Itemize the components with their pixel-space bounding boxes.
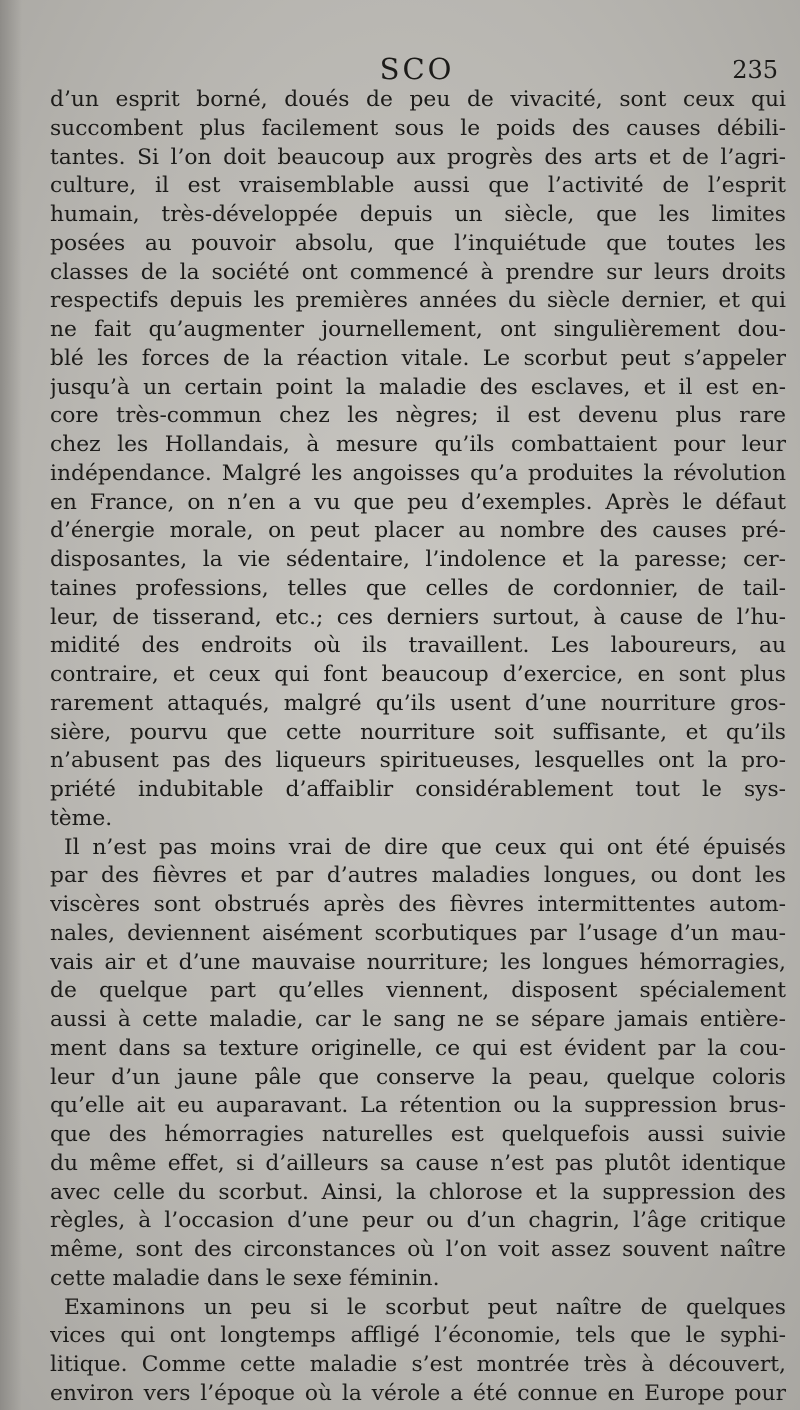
text-line: cette maladie dans le sexe féminin. xyxy=(50,1265,440,1291)
text-line: viscères sont obstrués après des fièvres intermittentes autom- xyxy=(50,892,786,917)
text-line: taines professions, telles que celles de cordonnier, de tail- xyxy=(50,575,786,601)
text-line: de quelque part qu’elles viennent, disposent spécialement xyxy=(50,978,786,1004)
text-line: d’énergie morale, on peut placer au nombre des causes pré- xyxy=(50,518,786,544)
text-line: Examinons un peu si le scorbut peut naître de quelques xyxy=(64,1294,786,1320)
text-line: avec celle du scorbut. Ainsi, la chlorose et la suppression des xyxy=(50,1179,786,1205)
text-line: vais air et d’une mauvaise nourriture; les longues hémorragies, xyxy=(50,949,786,975)
text-line: chez les Hollandais, à mesure qu’ils combattaient pour leur xyxy=(50,432,786,457)
text-line: n’abusent pas des liqueurs spiritueuses, lesquelles ont la pro- xyxy=(50,748,786,774)
text-line: par des fièvres et par d’autres maladies longues, ou dont les xyxy=(50,863,786,889)
text-line: leur d’un jaune pâle que conserve la peau, quelque coloris xyxy=(50,1064,786,1090)
text-line: d’un esprit borné, doués de peu de vivacité, sont ceux qui xyxy=(50,87,786,112)
running-head xyxy=(56,52,778,88)
text-line: vices qui ont longtemps affligé l’économie, tels que le syphi- xyxy=(50,1323,786,1349)
text-line: règles, à l’occasion d’une peur ou d’un chagrin, l’âge critique xyxy=(50,1208,786,1234)
text-line: rarement attaqués, malgré qu’ils usent d’une nourriture gros- xyxy=(50,690,786,716)
text-line: en France, on n’en a vu que peu d’exemples. Après le défaut xyxy=(50,489,786,515)
text-line: aussi à cette maladie, car le sang ne se sépare jamais entière- xyxy=(50,1007,786,1032)
text-line: contraire, et ceux qui font beaucoup d’exercice, en sont plus xyxy=(50,662,786,687)
text-line: leur, de tisserand, etc.; ces derniers surtout, à cause de l’hu- xyxy=(50,604,786,630)
text-line: environ vers l’époque où la vérole a été connue en Europe pour xyxy=(50,1380,786,1406)
text-line: qu’elle ait eu auparavant. La rétention ou la suppression brus- xyxy=(50,1093,786,1119)
text-line: nales, deviennent aisément scorbutiques par l’usage d’un mau- xyxy=(50,920,786,946)
text-line: ment dans sa texture originelle, ce qui est évident par la cou- xyxy=(50,1035,786,1061)
text-line: midité des endroits où ils travaillent. Les laboureurs, au xyxy=(50,633,786,659)
body-text xyxy=(50,86,786,1409)
paragraph xyxy=(50,834,786,1294)
text-line: jusqu’à un certain point la maladie des esclaves, et il est en- xyxy=(50,374,786,400)
paragraph xyxy=(50,1294,786,1409)
text-line: ne fait qu’augmenter journellement, ont singulièrement dou- xyxy=(50,317,786,342)
text-line: sière, pourvu que cette nourriture soit suffisante, et qu’ils xyxy=(50,719,786,745)
text-line: respectifs depuis les premières années du siècle dernier, et qui xyxy=(50,288,786,314)
text-line: humain, très-développée depuis un siècle, que les limites xyxy=(50,202,786,227)
page-number: 235 xyxy=(732,56,778,84)
text-line: même, sont des circonstances où l’on voit assez souvent naître xyxy=(50,1237,786,1262)
text-line: classes de la société ont commencé à prendre sur leurs droits xyxy=(50,259,786,285)
text-line: posées au pouvoir absolu, que l’inquiétude que toutes les xyxy=(50,230,786,256)
text-line: core très-commun chez les nègres; il est devenu plus rare xyxy=(50,403,786,429)
text-line: litique. Comme cette maladie s’est montrée très à découvert, xyxy=(50,1352,786,1377)
text-line: succombent plus facilement sous le poids des causes débili- xyxy=(50,115,786,141)
running-title: SCO xyxy=(379,52,455,86)
text-line: blé les forces de la réaction vitale. Le scorbut peut s’appeler xyxy=(50,345,786,371)
text-line: priété indubitable d’affaiblir considérablement tout le sys- xyxy=(50,777,786,802)
text-line: culture, il est vraisemblable aussi que l’activité de l’esprit xyxy=(50,173,786,199)
paragraph xyxy=(50,86,786,834)
text-line: tantes. Si l’on doit beaucoup aux progrès des arts et de l’agri- xyxy=(50,144,786,170)
text-line: Il n’est pas moins vrai de dire que ceux qui ont été épuisés xyxy=(64,834,786,860)
text-line: indépendance. Malgré les angoisses qu’a produites la révolution xyxy=(50,460,786,486)
text-line: du même effet, si d’ailleurs sa cause n’est pas plutôt identique xyxy=(50,1150,786,1176)
text-line: que des hémorragies naturelles est quelquefois aussi suivie xyxy=(50,1122,786,1147)
text-line: tème. xyxy=(50,805,113,831)
text-line: disposantes, la vie sédentaire, l’indolence et la paresse; cer- xyxy=(50,547,786,572)
